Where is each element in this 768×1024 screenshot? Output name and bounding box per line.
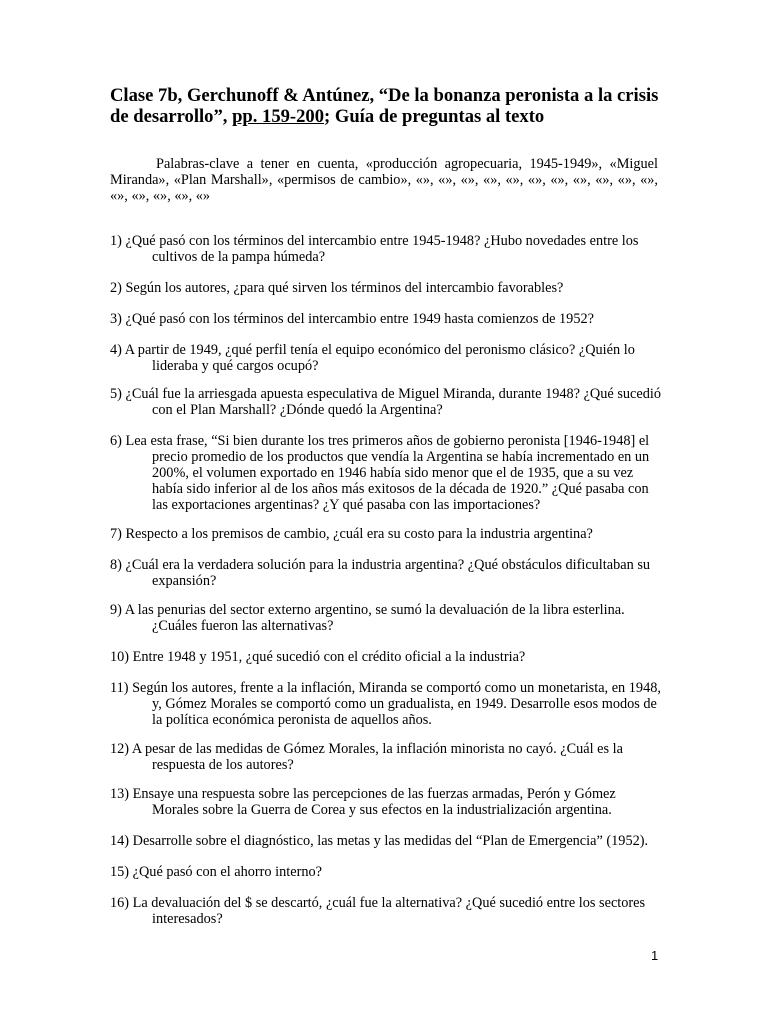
question-11: 11) Según los autores, frente a la inflación, Miranda se comportó como un monetarista, en 1948, y, Gómez Morales se comportó como un gradualista, en 1949. Desarrolle esos modos de la política económica peronista de aquellos años. [110,680,661,728]
question-16: 16) La devaluación del $ se descartó, ¿cuál fue la alternativa? ¿Qué sucedió entre los sectores interesados? [110,895,646,927]
title-subtitle: ; Guía de preguntas al texto [324,106,545,127]
question-9: 9) A las penurias del sector externo argentino, se sumó la devaluación de la libra esterlina. ¿Cuáles fueron las alternativas? [110,602,625,634]
title-text: Clase 7b, Gerchunoff & Antúnez, “De la bonanza peronista a la crisis de desarrollo”, [110,85,659,127]
question-12: 12) A pesar de las medidas de Gómez Morales, la inflación minorista no cayó. ¿Cuál es la respuesta de los autores? [110,741,623,773]
question-13: 13) Ensaye una respuesta sobre las percepciones de las fuerzas armadas, Perón y Gómez Morales sobre la Guerra de Corea y sus efectos en la industrialización argentina. [110,786,616,818]
question-15: 15) ¿Qué pasó con el ahorro interno? [110,864,322,880]
question-10: 10) Entre 1948 y 1951, ¿qué sucedió con el crédito oficial a la industria? [110,649,526,665]
document-title [110,85,660,127]
question-2: 2) Según los autores, ¿para qué sirven los términos del intercambio favorables? [110,280,564,296]
question-8: 8) ¿Cuál era la verdadera solución para la industria argentina? ¿Qué obstáculos dificultaban su expansión? [110,557,651,589]
question-1: 1) ¿Qué pasó con los términos del intercambio entre 1945-1948? ¿Hubo novedades entre los cultivos de la pampa húmeda? [110,233,639,265]
question-7: 7) Respecto a los premisos de cambio, ¿cuál era su costo para la industria argentina? [110,526,593,542]
title-pages-link: pp. 159-200 [232,106,325,127]
question-5: 5) ¿Cuál fue la arriesgada apuesta especulativa de Miguel Miranda, durante 1948? ¿Qué sucedió con el Plan Marshall? ¿Dónde quedó la Argentina? [110,386,662,418]
page-number: 1 [651,948,659,963]
question-3: 3) ¿Qué pasó con los términos del intercambio entre 1949 hasta comienzos de 1952? [110,311,594,327]
question-6: 6) Lea esta frase, “Si bien durante los tres primeros años de gobierno peronista [1946-1948] el precio promedio de los productos que vendía la Argentina se había incrementado en un 200%, el volumen exportado en 1946 había sido menor que el de 1935, que a su vez había sido inferior al de los años más exitosos de la década de 1920.” ¿Qué pasaba con las exportaciones argentinas? ¿Y qué pasaba con las importaciones? [110,433,650,513]
question-4: 4) A partir de 1949, ¿qué perfil tenía el equipo económico del peronismo clásico? ¿Quién lo lideraba y qué cargos ocupó? [110,342,635,374]
question-14: 14) Desarrolle sobre el diagnóstico, las metas y las medidas del “Plan de Emergencia” (1952). [110,833,649,849]
keywords-paragraph: Palabras-clave a tener en cuenta, «producción agropecuaria, 1945-1949», «Miguel Miranda», «Plan Marshall», «permisos de cambio», «», «», «», «», «», «», «», «», «», «», «», «», «», «», «», «» [110,156,658,204]
